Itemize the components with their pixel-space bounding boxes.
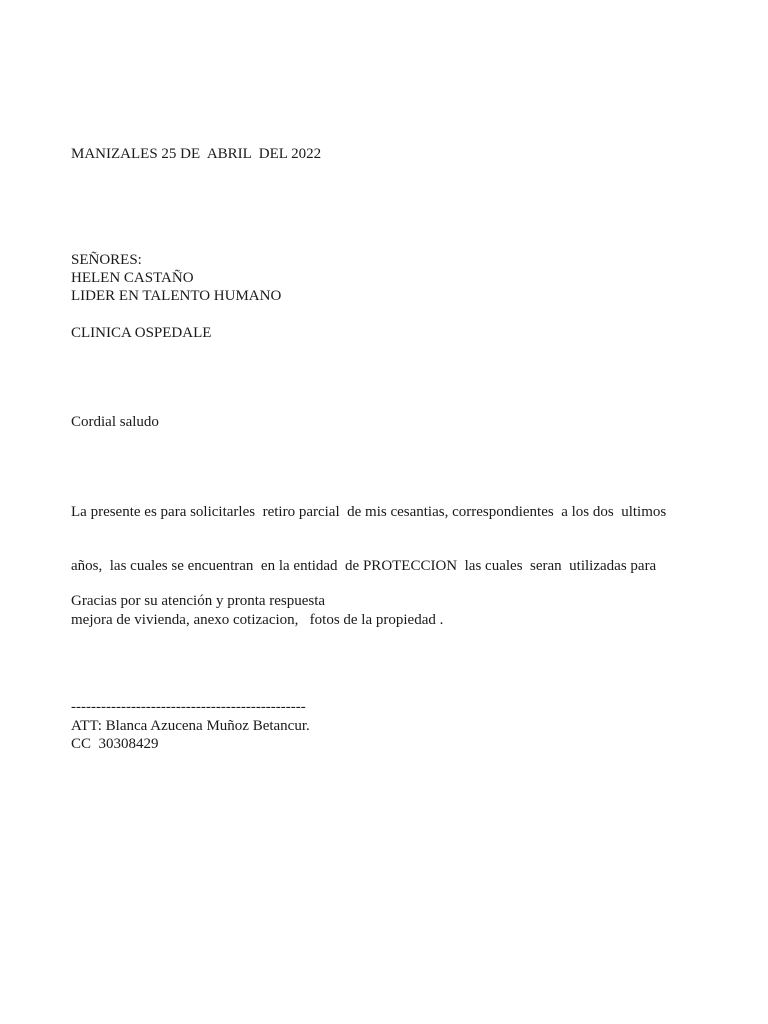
- recipient-position: LIDER EN TALENTO HUMANO: [71, 288, 282, 304]
- greeting: Cordial saludo: [71, 414, 159, 430]
- recipient-salutation: SEÑORES:: [71, 252, 142, 268]
- body-line: La presente es para solicitarles retiro parcial de mis cesantias, correspondientes a los dos ultimos: [71, 504, 667, 520]
- body-line: años, las cuales se encuentran en la entidad de PROTECCION las cuales seran utilizadas para: [71, 558, 657, 574]
- recipient-organization: CLINICA OSPEDALE: [71, 325, 212, 341]
- closing-line: Gracias por su atención y pronta respuesta: [71, 593, 326, 609]
- body-paragraph: [71, 467, 691, 665]
- signature-line: -----------------------------------------------: [71, 699, 306, 715]
- body-line: mejora de vivienda, anexo cotizacion, fotos de la propiedad .: [71, 612, 444, 628]
- recipient-name: HELEN CASTAÑO: [71, 270, 194, 286]
- signature-name: ATT: Blanca Azucena Muñoz Betancur.: [71, 718, 310, 734]
- signature-id: CC 30308429: [71, 736, 159, 752]
- date-line: MANIZALES 25 DE ABRIL DEL 2022: [71, 146, 322, 162]
